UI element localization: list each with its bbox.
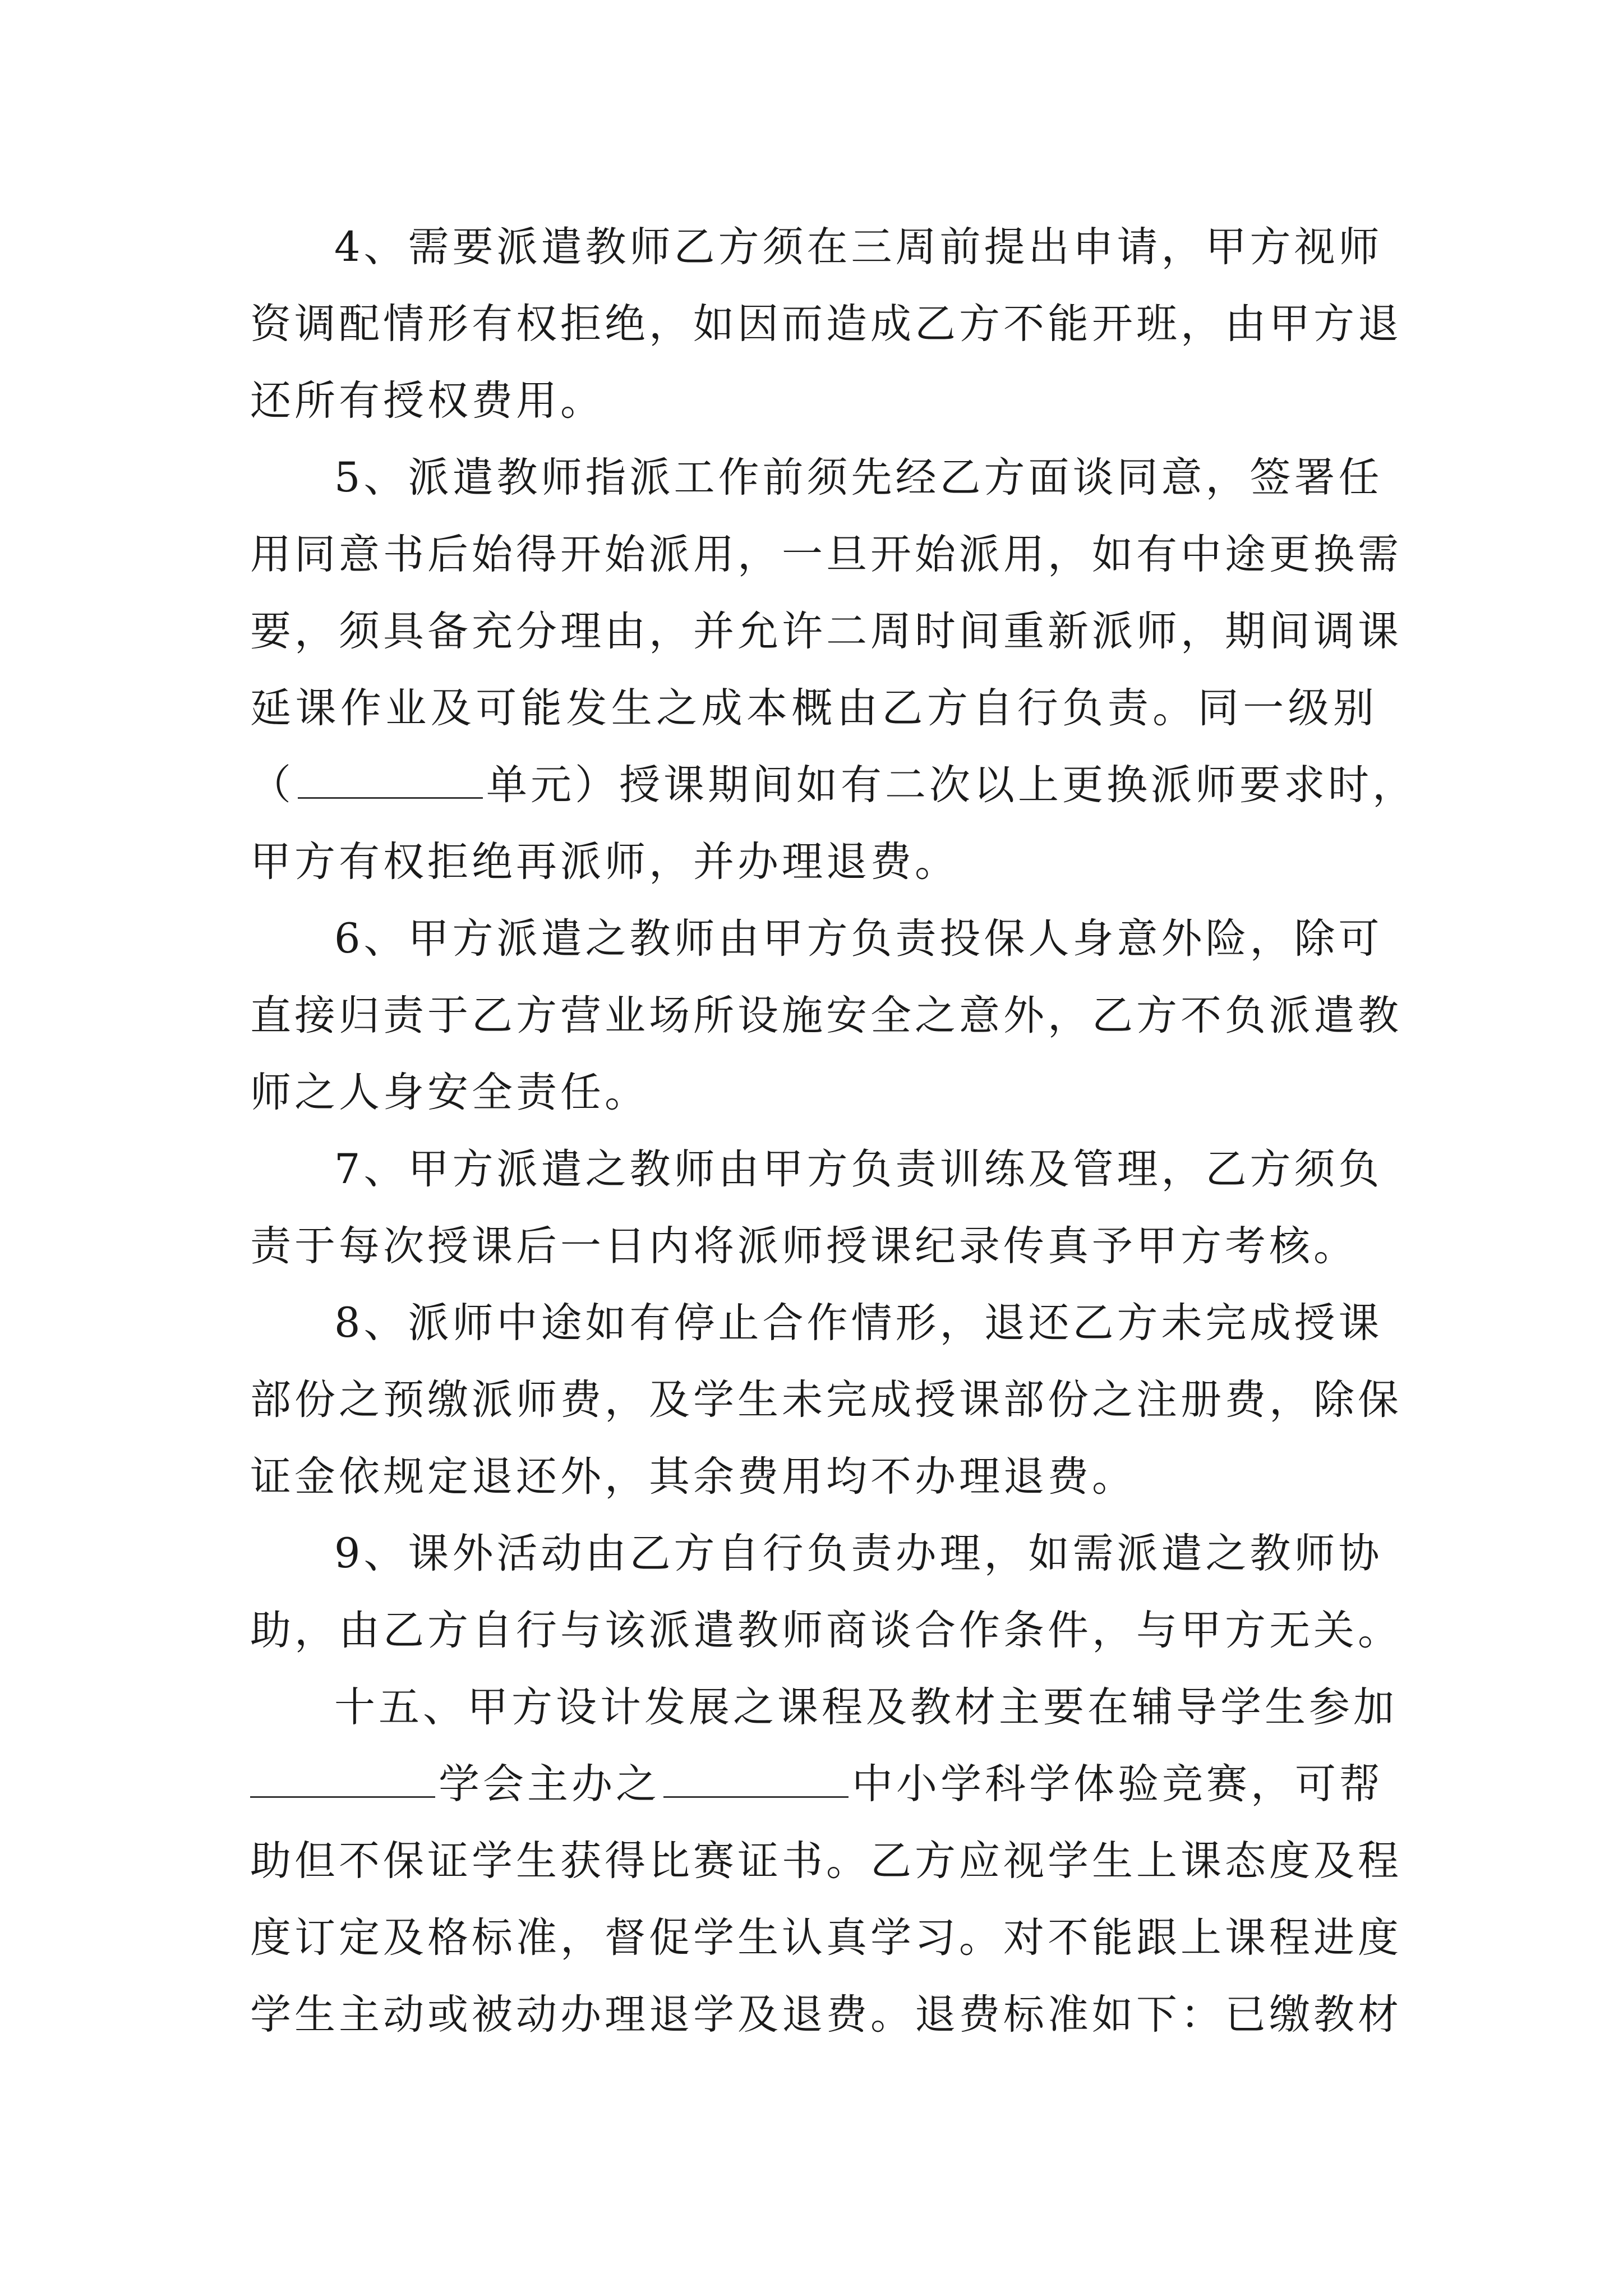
text-line: 4、需要派遣教师乙方须在三周前提出申请，甲方视师	[334, 223, 1383, 271]
text-segment: 单元）授课期间如有二次以上更换派师要求时，	[486, 761, 1417, 809]
text-line: 延课作业及可能发生之成本概由乙方自行负责。同一级别	[250, 684, 1377, 732]
text-line: 还所有授权费用。	[250, 377, 605, 425]
text-line: 6、甲方派遣之教师由甲方负责投保人身意外险，除可	[334, 915, 1383, 963]
text-line: 直接归责于乙方营业场所设施安全之意外，乙方不负派遣教	[250, 992, 1402, 1039]
text-line: 用同意书后始得开始派用，一旦开始派用，如有中途更换需	[250, 531, 1402, 578]
open-paren: （	[250, 761, 294, 809]
text-line: 师之人身安全责任。	[250, 1069, 649, 1116]
fill-blank-unit	[298, 763, 483, 799]
text-line: 8、派师中途如有停止合作情形，退还乙方未完成授课	[334, 1299, 1383, 1347]
text-line: 甲方有权拒绝再派师，并办理退费。	[250, 838, 959, 886]
text-line: 要，须具备充分理由，并允许二周时间重新派师，期间调课	[250, 608, 1402, 655]
clause-7-paragraph	[250, 1131, 1383, 1285]
text-line-with-blank	[250, 747, 1417, 823]
text-line: 部份之预缴派师费，及学生未完成授课部份之注册费，除保	[250, 1376, 1402, 1424]
text-line: 责于每次授课后一日内将派师授课纪录传真予甲方考核。	[250, 1222, 1358, 1270]
text-line: 助，由乙方自行与该派遣教师商谈合作条件，与甲方无关。	[250, 1607, 1402, 1654]
text-line: 9、课外活动由乙方自行负责办理，如需派遣之教师协	[334, 1530, 1383, 1577]
fill-blank-competition	[663, 1763, 849, 1798]
fill-blank-society	[250, 1763, 435, 1798]
text-line: 助但不保证学生获得比赛证书。乙方应视学生上课态度及程	[250, 1837, 1402, 1885]
clause-9-paragraph	[250, 1515, 1402, 1669]
document-body	[250, 209, 1417, 2053]
clause-4-paragraph	[250, 209, 1402, 439]
clause-8-paragraph	[250, 1285, 1402, 1515]
text-line: 5、派遣教师指派工作前须先经乙方面谈同意，签署任	[334, 454, 1383, 501]
clause-5-paragraph	[250, 439, 1417, 900]
text-line: 学生主动或被动办理退学及退费。退费标准如下：已缴教材	[250, 1991, 1402, 2039]
clause-15-paragraph	[250, 1669, 1402, 2053]
text-line-with-blanks	[250, 1746, 1384, 1823]
text-segment: 学会主办之	[439, 1760, 660, 1808]
clause-6-paragraph	[250, 900, 1402, 1131]
text-line: 证金依规定退还外，其余费用均不办理退费。	[250, 1453, 1136, 1501]
text-line: 十五、甲方设计发展之课程及教材主要在辅导学生参加	[334, 1683, 1398, 1731]
text-line: 资调配情形有权拒绝，如因而造成乙方不能开班，由甲方退	[250, 300, 1402, 348]
text-line: 度订定及格标准，督促学生认真学习。对不能跟上课程进度	[250, 1914, 1402, 1962]
text-segment: 中小学科学体验竞赛，可帮	[852, 1760, 1384, 1808]
text-line: 7、甲方派遣之教师由甲方负责训练及管理，乙方须负	[334, 1145, 1383, 1193]
